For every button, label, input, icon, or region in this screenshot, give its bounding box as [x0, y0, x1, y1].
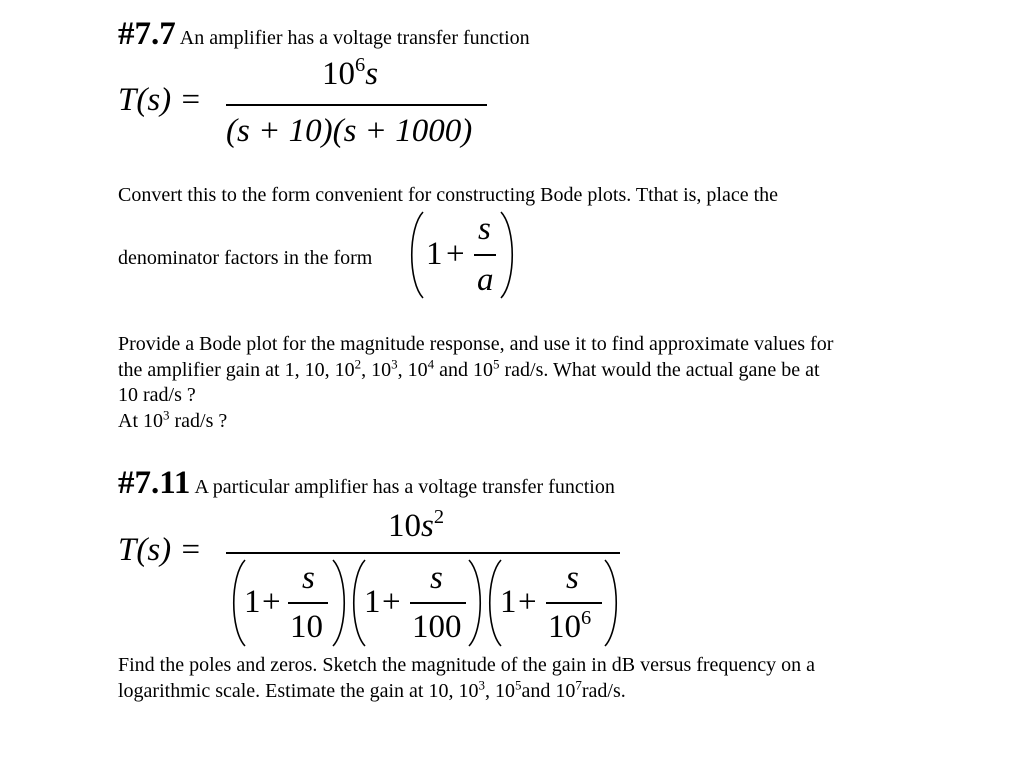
- form-plus: +: [446, 236, 465, 272]
- f1-plus: +: [262, 584, 281, 620]
- p77-para3: [118, 332, 833, 434]
- text: At 10: [118, 409, 163, 432]
- eq2-numerator: [388, 505, 445, 545]
- f1-one: 1: [244, 584, 261, 620]
- exponent: 3: [163, 406, 170, 422]
- p77-para3-line2: [118, 355, 833, 384]
- f2-fraction-bar: [410, 602, 466, 604]
- exponent: 4: [427, 355, 435, 371]
- text: , 10: [397, 358, 428, 381]
- f3-den-exp: 6: [581, 606, 592, 629]
- f1-fraction-bar: [288, 602, 328, 604]
- f2-plus: +: [382, 584, 401, 620]
- form-denominator: a: [477, 262, 494, 298]
- eq2-num-var: s: [421, 508, 434, 544]
- text: rad/s.: [581, 679, 626, 702]
- f3-plus: +: [518, 584, 537, 620]
- p77-para3-line4: [118, 406, 833, 435]
- f3-one: 1: [500, 584, 517, 620]
- form-fraction-bar: [474, 254, 496, 256]
- eq1-lhs: T(s) =: [118, 82, 202, 118]
- text: the amplifier gain at 1, 10, 10: [118, 358, 355, 381]
- form-one: 1: [426, 236, 443, 272]
- p77-para3-line3: 10 rad/s ?: [118, 384, 196, 406]
- problem-7-11-intro: A particular amplifier has a voltage transfer function: [194, 476, 615, 498]
- f3-numerator: s: [566, 560, 579, 596]
- eq1-fraction-bar: [226, 104, 487, 106]
- p711-para1: [118, 653, 815, 704]
- problem-7-11-header: [118, 465, 615, 502]
- eq1-denominator: (s + 10)(s + 1000): [226, 113, 473, 149]
- p711-para1-line1: Find the poles and zeros. Sketch the magnitude of the gain in dB versus frequency on a: [118, 654, 816, 676]
- text: , 10: [484, 679, 515, 702]
- problem-7-7-header: [118, 16, 530, 53]
- exponent: 2: [354, 355, 362, 371]
- f3-denominator: [548, 606, 592, 646]
- p77-para3-line1: Provide a Bode plot for the magnitude response, and use it to find approximate values for: [118, 333, 834, 355]
- problem-7-7-intro: An amplifier has a voltage transfer function: [179, 27, 530, 49]
- form-left-paren: [404, 210, 426, 300]
- eq1-num-base: 10: [322, 56, 355, 92]
- eq2-fraction-bar: [226, 552, 620, 554]
- exponent: 5: [514, 676, 522, 692]
- exponent: 3: [478, 676, 485, 692]
- f2-numerator: s: [430, 560, 443, 596]
- text: and 10: [521, 679, 576, 702]
- f3-right-paren: [602, 558, 624, 648]
- text: rad/s. What would the actual gane be at: [499, 358, 820, 381]
- eq1-num-exp: 6: [355, 53, 366, 76]
- eq1-num-var: s: [365, 56, 379, 92]
- form-right-paren: [498, 210, 520, 300]
- form-numerator: s: [478, 211, 491, 247]
- f3-den-base: 10: [548, 609, 581, 645]
- p77-para1: Convert this to the form convenient for constructing Bode plots. Tthat is, place the: [118, 184, 779, 206]
- eq2-lhs: T(s) =: [118, 532, 202, 568]
- exponent: 3: [391, 355, 398, 371]
- f1-denominator: 10: [290, 609, 323, 645]
- f2-denominator: 100: [412, 609, 462, 645]
- f1-numerator: s: [302, 560, 315, 596]
- text: and 10: [434, 358, 493, 381]
- p77-para2: denominator factors in the form: [118, 247, 373, 269]
- eq2-num-exp: 2: [433, 505, 445, 528]
- exponent: 7: [575, 676, 582, 692]
- eq2-num-base: 10: [388, 508, 421, 544]
- p711-para1-line2: [118, 676, 815, 705]
- text: , 10: [361, 358, 392, 381]
- text: rad/s ?: [169, 409, 228, 432]
- f2-one: 1: [364, 584, 381, 620]
- f3-fraction-bar: [546, 602, 602, 604]
- problem-7-11-number: #7.11: [118, 465, 191, 501]
- problem-7-7-number: #7.7: [118, 16, 176, 52]
- eq1-numerator: [322, 53, 379, 93]
- exponent: 5: [493, 355, 500, 371]
- text: logarithmic scale. Estimate the gain at 10, 10: [118, 679, 479, 702]
